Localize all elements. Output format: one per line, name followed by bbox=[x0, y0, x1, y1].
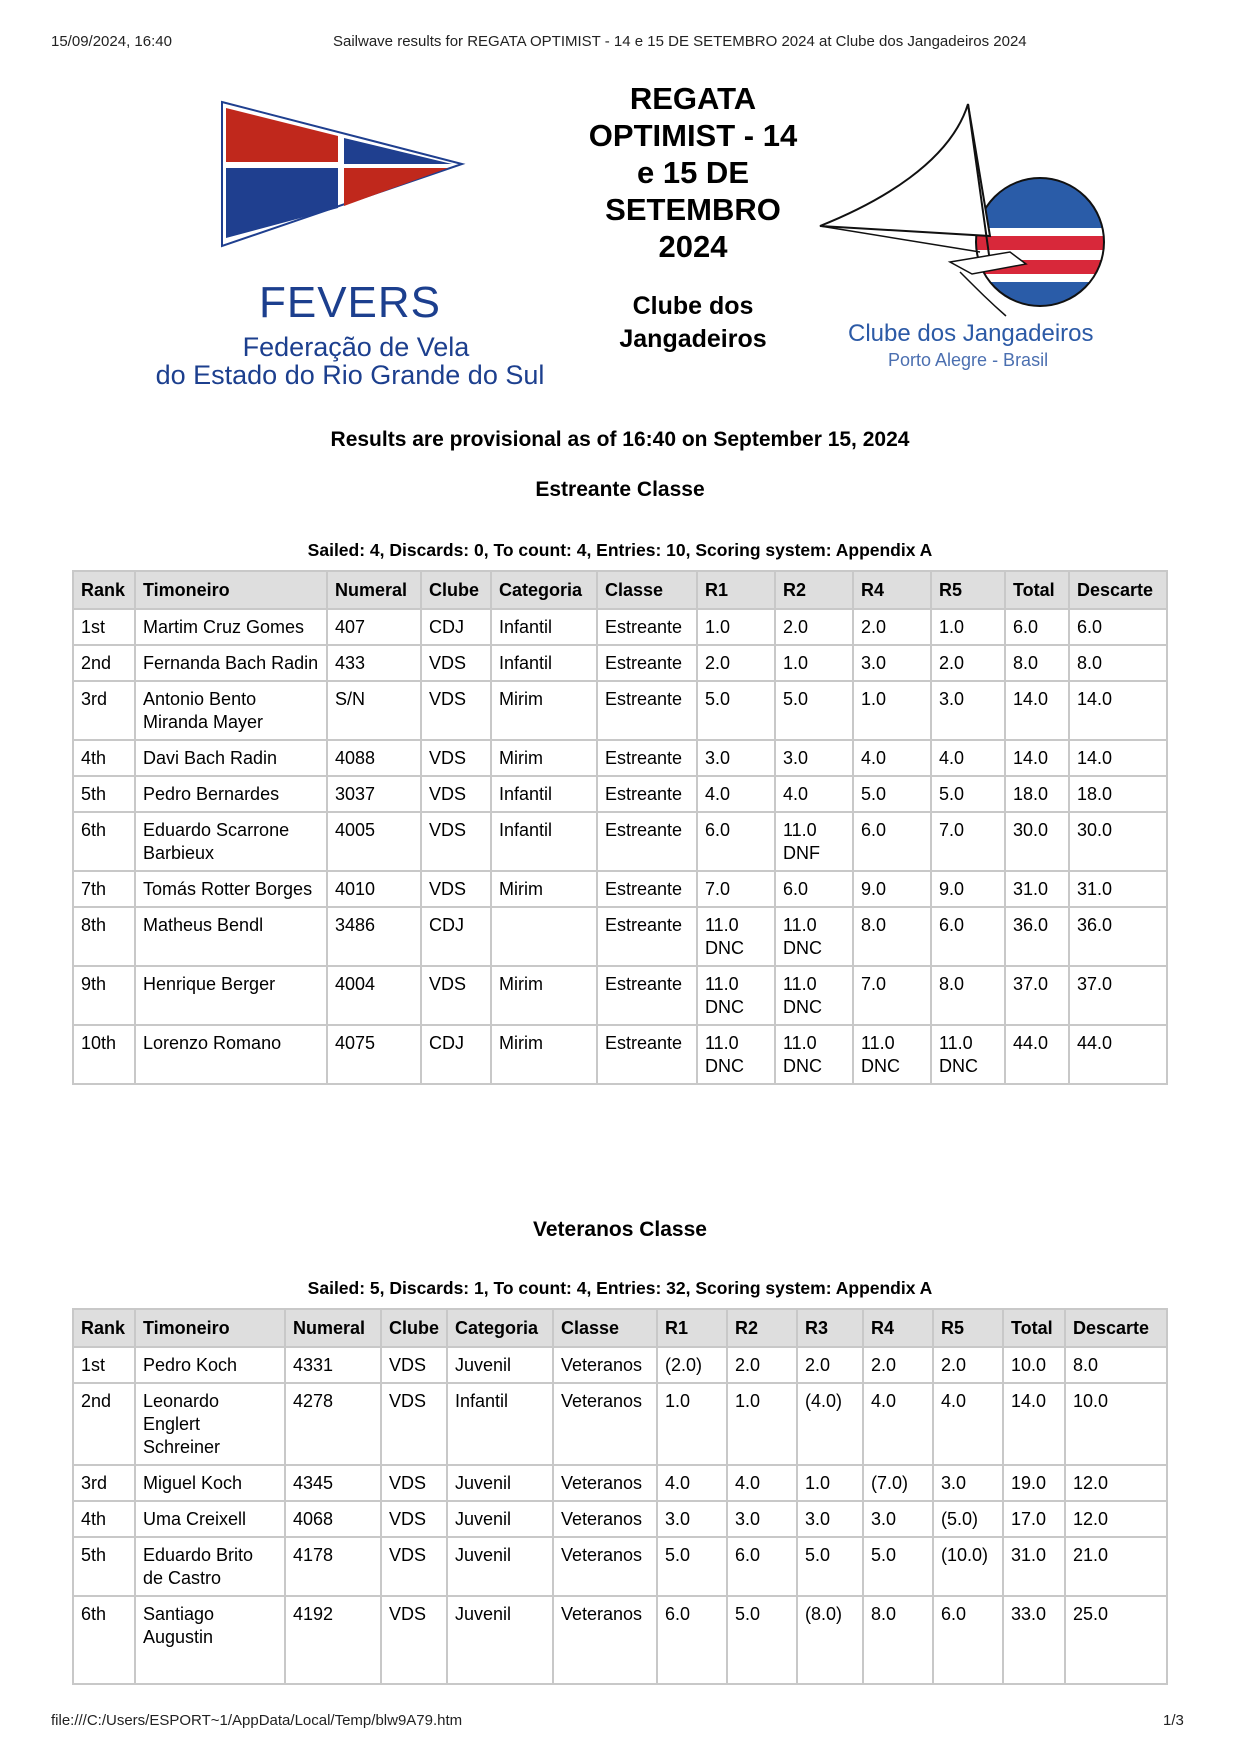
table-cell-descarte: 25.0 bbox=[1065, 1596, 1167, 1684]
table-cell-r4: (7.0) bbox=[863, 1465, 933, 1501]
table-cell-numeral: 4004 bbox=[327, 966, 421, 1025]
table-cell-classe: Estreante bbox=[597, 776, 697, 812]
column-header: R1 bbox=[697, 571, 775, 609]
table-row bbox=[73, 609, 1167, 645]
event-title bbox=[562, 80, 824, 265]
table-cell-total: 31.0 bbox=[1005, 871, 1069, 907]
table-cell-numeral: 4010 bbox=[327, 871, 421, 907]
event-title-line: 2024 bbox=[658, 229, 728, 264]
table-cell-total: 14.0 bbox=[1003, 1383, 1065, 1465]
table-cell-total: 19.0 bbox=[1003, 1465, 1065, 1501]
table-cell-r2: 1.0 bbox=[727, 1383, 797, 1465]
table-cell-categoria bbox=[491, 907, 597, 966]
table-cell-descarte: 8.0 bbox=[1069, 645, 1167, 681]
table-cell-numeral: 433 bbox=[327, 645, 421, 681]
table-cell-numeral: 3486 bbox=[327, 907, 421, 966]
table-cell-r2: 2.0 bbox=[727, 1347, 797, 1383]
table-cell-r4: 5.0 bbox=[853, 776, 931, 812]
table-row bbox=[73, 776, 1167, 812]
table-cell-clube: VDS bbox=[421, 812, 491, 871]
table-cell-r1: 11.0 DNC bbox=[697, 966, 775, 1025]
fevers-logo bbox=[130, 100, 570, 390]
table-cell-total: 36.0 bbox=[1005, 907, 1069, 966]
table-cell-r4: 1.0 bbox=[853, 681, 931, 740]
print-page-number: 1/3 bbox=[1163, 1712, 1184, 1729]
table-cell-rank: 9th bbox=[73, 966, 135, 1025]
class-title-estreante: Estreante Classe bbox=[535, 478, 705, 501]
class-summary-veteranos: Sailed: 5, Discards: 1, To count: 4, Entries: 32, Scoring system: Appendix A bbox=[307, 1278, 933, 1298]
table-cell-clube: CDJ bbox=[421, 907, 491, 966]
table-row bbox=[73, 1465, 1167, 1501]
column-header: Timoneiro bbox=[135, 571, 327, 609]
table-cell-classe: Estreante bbox=[597, 812, 697, 871]
table-cell-r4: 8.0 bbox=[853, 907, 931, 966]
table-cell-numeral: 4088 bbox=[327, 740, 421, 776]
column-header: R5 bbox=[933, 1309, 1003, 1347]
print-file-url: file:///C:/Users/ESPORT~1/AppData/Local/Temp/blw9A79.htm bbox=[51, 1712, 463, 1729]
table-cell-classe: Estreante bbox=[597, 609, 697, 645]
column-header: Numeral bbox=[327, 571, 421, 609]
table-cell-descarte: 14.0 bbox=[1069, 740, 1167, 776]
column-header: R4 bbox=[853, 571, 931, 609]
column-header: R2 bbox=[727, 1309, 797, 1347]
table-cell-total: 18.0 bbox=[1005, 776, 1069, 812]
results-table-estreante bbox=[72, 570, 1168, 1085]
table-cell-categoria: Mirim bbox=[491, 681, 597, 740]
table-cell-r2: 1.0 bbox=[775, 645, 853, 681]
table-cell-categoria: Infantil bbox=[491, 645, 597, 681]
table-cell-clube: VDS bbox=[381, 1537, 447, 1596]
table-cell-r1: 5.0 bbox=[697, 681, 775, 740]
table-cell-r4: 3.0 bbox=[853, 645, 931, 681]
table-cell-classe: Veteranos bbox=[553, 1347, 657, 1383]
table-cell-classe: Estreante bbox=[597, 740, 697, 776]
table-cell-r1: 6.0 bbox=[697, 812, 775, 871]
table-cell-descarte: 36.0 bbox=[1069, 907, 1167, 966]
table-cell-rank: 6th bbox=[73, 1596, 135, 1684]
table-cell-rank: 1st bbox=[73, 1347, 135, 1383]
table-cell-rank: 2nd bbox=[73, 645, 135, 681]
fevers-line-1: Federação de Vela bbox=[242, 332, 470, 362]
table-cell-classe: Veteranos bbox=[553, 1537, 657, 1596]
table-cell-categoria: Juvenil bbox=[447, 1501, 553, 1537]
table-cell-descarte: 44.0 bbox=[1069, 1025, 1167, 1084]
table-cell-descarte: 14.0 bbox=[1069, 681, 1167, 740]
table-cell-clube: VDS bbox=[421, 681, 491, 740]
table-cell-clube: CDJ bbox=[421, 1025, 491, 1084]
table-cell-rank: 8th bbox=[73, 907, 135, 966]
table-header-row bbox=[73, 1309, 1167, 1347]
table-cell-classe: Estreante bbox=[597, 681, 697, 740]
table-cell-r5: 7.0 bbox=[931, 812, 1005, 871]
table-cell-rank: 3rd bbox=[73, 681, 135, 740]
table-cell-r4: 11.0 DNC bbox=[853, 1025, 931, 1084]
table-cell-categoria: Infantil bbox=[491, 776, 597, 812]
table-cell-r1: 1.0 bbox=[657, 1383, 727, 1465]
table-cell-timoneiro: Eduardo Scarrone Barbieux bbox=[135, 812, 327, 871]
table-cell-total: 31.0 bbox=[1003, 1537, 1065, 1596]
table-cell-r5: 2.0 bbox=[931, 645, 1005, 681]
table-cell-r5: 1.0 bbox=[931, 609, 1005, 645]
table-cell-r3: (4.0) bbox=[797, 1383, 863, 1465]
table-cell-timoneiro: Leonardo Englert Schreiner bbox=[135, 1383, 285, 1465]
table-cell-rank: 3rd bbox=[73, 1465, 135, 1501]
table-cell-r5: 5.0 bbox=[931, 776, 1005, 812]
table-cell-rank: 6th bbox=[73, 812, 135, 871]
table-cell-r1: 3.0 bbox=[697, 740, 775, 776]
table-cell-r3: 3.0 bbox=[797, 1501, 863, 1537]
table-cell-categoria: Mirim bbox=[491, 966, 597, 1025]
table-cell-r2: 6.0 bbox=[775, 871, 853, 907]
table-cell-categoria: Juvenil bbox=[447, 1465, 553, 1501]
table-cell-timoneiro: Santiago Augustin bbox=[135, 1596, 285, 1684]
table-cell-r3: (8.0) bbox=[797, 1596, 863, 1684]
table-cell-descarte: 21.0 bbox=[1065, 1537, 1167, 1596]
table-cell-r2: 11.0 DNC bbox=[775, 1025, 853, 1084]
table-cell-total: 6.0 bbox=[1005, 609, 1069, 645]
table-cell-clube: VDS bbox=[421, 740, 491, 776]
column-header: Categoria bbox=[447, 1309, 553, 1347]
table-cell-classe: Estreante bbox=[597, 1025, 697, 1084]
table-cell-numeral: 4075 bbox=[327, 1025, 421, 1084]
table-cell-r5: 4.0 bbox=[933, 1383, 1003, 1465]
table-row bbox=[73, 1025, 1167, 1084]
table-cell-categoria: Mirim bbox=[491, 871, 597, 907]
table-cell-timoneiro: Henrique Berger bbox=[135, 966, 327, 1025]
column-header: Classe bbox=[597, 571, 697, 609]
table-cell-clube: VDS bbox=[421, 966, 491, 1025]
table-cell-r2: 11.0 DNF bbox=[775, 812, 853, 871]
table-cell-numeral: S/N bbox=[327, 681, 421, 740]
table-cell-timoneiro: Lorenzo Romano bbox=[135, 1025, 327, 1084]
table-cell-classe: Veteranos bbox=[553, 1465, 657, 1501]
table-cell-r4: 8.0 bbox=[863, 1596, 933, 1684]
table-row bbox=[73, 681, 1167, 740]
table-cell-descarte: 37.0 bbox=[1069, 966, 1167, 1025]
fevers-line-2: do Estado do Rio Grande do Sul bbox=[155, 360, 545, 390]
table-cell-r1: 1.0 bbox=[697, 609, 775, 645]
table-cell-total: 14.0 bbox=[1005, 681, 1069, 740]
event-title-line: SETEMBRO bbox=[605, 192, 781, 227]
table-row bbox=[73, 907, 1167, 966]
table-cell-r1: 6.0 bbox=[657, 1596, 727, 1684]
table-row bbox=[73, 812, 1167, 871]
table-cell-r2: 5.0 bbox=[727, 1596, 797, 1684]
table-cell-total: 30.0 bbox=[1005, 812, 1069, 871]
table-cell-r5: 3.0 bbox=[933, 1465, 1003, 1501]
column-header: Total bbox=[1005, 571, 1069, 609]
table-cell-total: 37.0 bbox=[1005, 966, 1069, 1025]
table-cell-clube: VDS bbox=[381, 1347, 447, 1383]
table-cell-descarte: 12.0 bbox=[1065, 1465, 1167, 1501]
table-cell-categoria: Mirim bbox=[491, 1025, 597, 1084]
table-cell-categoria: Mirim bbox=[491, 740, 597, 776]
clube-dos-jangadeiros-logo bbox=[800, 102, 1130, 382]
table-cell-rank: 5th bbox=[73, 776, 135, 812]
table-cell-r4: 9.0 bbox=[853, 871, 931, 907]
venue-line: Jangadeiros bbox=[619, 325, 767, 353]
table-cell-numeral: 4068 bbox=[285, 1501, 381, 1537]
event-venue bbox=[562, 290, 824, 356]
column-header: R4 bbox=[863, 1309, 933, 1347]
venue-line: Clube dos bbox=[632, 292, 754, 320]
table-header-row bbox=[73, 571, 1167, 609]
table-cell-r1: 7.0 bbox=[697, 871, 775, 907]
table-cell-r1: 2.0 bbox=[697, 645, 775, 681]
table-cell-rank: 1st bbox=[73, 609, 135, 645]
pennant-flag-icon bbox=[220, 100, 466, 250]
column-header: Rank bbox=[73, 571, 135, 609]
table-cell-total: 10.0 bbox=[1003, 1347, 1065, 1383]
table-cell-r3: 1.0 bbox=[797, 1465, 863, 1501]
club-city: Porto Alegre - Brasil bbox=[888, 350, 1049, 370]
table-cell-total: 44.0 bbox=[1005, 1025, 1069, 1084]
table-cell-r5: 9.0 bbox=[931, 871, 1005, 907]
table-row bbox=[73, 1501, 1167, 1537]
column-header: R2 bbox=[775, 571, 853, 609]
table-cell-rank: 4th bbox=[73, 740, 135, 776]
table-cell-categoria: Infantil bbox=[491, 812, 597, 871]
table-cell-timoneiro: Fernanda Bach Radin bbox=[135, 645, 327, 681]
event-banner bbox=[0, 80, 1240, 390]
table-cell-descarte: 8.0 bbox=[1065, 1347, 1167, 1383]
table-cell-timoneiro: Eduardo Brito de Castro bbox=[135, 1537, 285, 1596]
table-cell-r3: 2.0 bbox=[797, 1347, 863, 1383]
table-cell-r1: 5.0 bbox=[657, 1537, 727, 1596]
column-header: Descarte bbox=[1065, 1309, 1167, 1347]
table-cell-classe: Veteranos bbox=[553, 1596, 657, 1684]
table-cell-r4: 6.0 bbox=[853, 812, 931, 871]
table-cell-r5: 6.0 bbox=[933, 1596, 1003, 1684]
table-cell-total: 33.0 bbox=[1003, 1596, 1065, 1684]
table-cell-numeral: 4331 bbox=[285, 1347, 381, 1383]
table-cell-numeral: 3037 bbox=[327, 776, 421, 812]
table-cell-classe: Estreante bbox=[597, 871, 697, 907]
table-cell-r5: 6.0 bbox=[931, 907, 1005, 966]
event-title-line: OPTIMIST - 14 bbox=[588, 118, 798, 153]
table-row bbox=[73, 1537, 1167, 1596]
column-header: Clube bbox=[381, 1309, 447, 1347]
table-cell-numeral: 4178 bbox=[285, 1537, 381, 1596]
table-cell-clube: VDS bbox=[421, 776, 491, 812]
table-cell-r2: 5.0 bbox=[775, 681, 853, 740]
table-cell-r5: (10.0) bbox=[933, 1537, 1003, 1596]
table-cell-numeral: 4345 bbox=[285, 1465, 381, 1501]
column-header: Clube bbox=[421, 571, 491, 609]
column-header: Categoria bbox=[491, 571, 597, 609]
results-table-veteranos bbox=[72, 1308, 1168, 1685]
provisional-notice: Results are provisional as of 16:40 on September 15, 2024 bbox=[330, 428, 910, 451]
table-cell-classe: Veteranos bbox=[553, 1383, 657, 1465]
table-cell-r2: 4.0 bbox=[775, 776, 853, 812]
table-row bbox=[73, 1596, 1167, 1684]
table-cell-numeral: 407 bbox=[327, 609, 421, 645]
column-header: Numeral bbox=[285, 1309, 381, 1347]
table-cell-descarte: 6.0 bbox=[1069, 609, 1167, 645]
table-cell-clube: VDS bbox=[381, 1383, 447, 1465]
table-row bbox=[73, 871, 1167, 907]
table-cell-r1: 11.0 DNC bbox=[697, 1025, 775, 1084]
table-cell-r1: 4.0 bbox=[697, 776, 775, 812]
table-cell-r1: 4.0 bbox=[657, 1465, 727, 1501]
table-cell-r4: 4.0 bbox=[853, 740, 931, 776]
table-cell-descarte: 30.0 bbox=[1069, 812, 1167, 871]
table-cell-r5: 11.0 DNC bbox=[931, 1025, 1005, 1084]
column-header: Rank bbox=[73, 1309, 135, 1347]
table-cell-timoneiro: Uma Creixell bbox=[135, 1501, 285, 1537]
table-cell-rank: 5th bbox=[73, 1537, 135, 1596]
table-cell-categoria: Infantil bbox=[447, 1383, 553, 1465]
table-cell-classe: Estreante bbox=[597, 966, 697, 1025]
event-title-line: REGATA bbox=[629, 81, 757, 116]
table-cell-timoneiro: Miguel Koch bbox=[135, 1465, 285, 1501]
table-row bbox=[73, 1347, 1167, 1383]
table-cell-descarte: 18.0 bbox=[1069, 776, 1167, 812]
table-cell-categoria: Juvenil bbox=[447, 1347, 553, 1383]
table-cell-timoneiro: Pedro Koch bbox=[135, 1347, 285, 1383]
table-cell-r4: 3.0 bbox=[863, 1501, 933, 1537]
table-cell-timoneiro: Antonio Bento Miranda Mayer bbox=[135, 681, 327, 740]
table-cell-clube: VDS bbox=[421, 645, 491, 681]
table-cell-clube: VDS bbox=[381, 1596, 447, 1684]
table-cell-r2: 4.0 bbox=[727, 1465, 797, 1501]
table-cell-r2: 6.0 bbox=[727, 1537, 797, 1596]
table-row bbox=[73, 740, 1167, 776]
table-cell-r2: 11.0 DNC bbox=[775, 966, 853, 1025]
event-title-line: e 15 DE bbox=[636, 155, 749, 190]
print-page-title: Sailwave results for REGATA OPTIMIST - 14 e 15 DE SETEMBRO 2024 at Clube dos Jangadeiros 2024 bbox=[333, 33, 1027, 50]
table-cell-categoria: Juvenil bbox=[447, 1537, 553, 1596]
column-header: Timoneiro bbox=[135, 1309, 285, 1347]
table-cell-timoneiro: Matheus Bendl bbox=[135, 907, 327, 966]
column-header: R5 bbox=[931, 571, 1005, 609]
table-cell-r5: 2.0 bbox=[933, 1347, 1003, 1383]
table-cell-timoneiro: Pedro Bernardes bbox=[135, 776, 327, 812]
table-row bbox=[73, 966, 1167, 1025]
club-name: Clube dos Jangadeiros bbox=[848, 320, 1094, 347]
column-header: Descarte bbox=[1069, 571, 1167, 609]
table-cell-r4: 2.0 bbox=[863, 1347, 933, 1383]
table-cell-r2: 3.0 bbox=[775, 740, 853, 776]
column-header: R1 bbox=[657, 1309, 727, 1347]
column-header: Total bbox=[1003, 1309, 1065, 1347]
table-cell-clube: VDS bbox=[381, 1465, 447, 1501]
table-cell-timoneiro: Martim Cruz Gomes bbox=[135, 609, 327, 645]
table-cell-r4: 7.0 bbox=[853, 966, 931, 1025]
table-cell-clube: VDS bbox=[381, 1501, 447, 1537]
class-title-veteranos: Veteranos Classe bbox=[533, 1218, 707, 1241]
table-cell-r5: 3.0 bbox=[931, 681, 1005, 740]
table-cell-timoneiro: Davi Bach Radin bbox=[135, 740, 327, 776]
table-cell-numeral: 4192 bbox=[285, 1596, 381, 1684]
table-cell-r4: 2.0 bbox=[853, 609, 931, 645]
table-cell-r1: (2.0) bbox=[657, 1347, 727, 1383]
table-cell-r5: 4.0 bbox=[931, 740, 1005, 776]
table-cell-categoria: Infantil bbox=[491, 609, 597, 645]
table-cell-rank: 2nd bbox=[73, 1383, 135, 1465]
table-cell-r2: 2.0 bbox=[775, 609, 853, 645]
column-header: Classe bbox=[553, 1309, 657, 1347]
table-cell-r5: 8.0 bbox=[931, 966, 1005, 1025]
table-cell-descarte: 12.0 bbox=[1065, 1501, 1167, 1537]
table-cell-classe: Estreante bbox=[597, 907, 697, 966]
table-cell-r2: 11.0 DNC bbox=[775, 907, 853, 966]
sailboat-emblem-icon bbox=[800, 102, 1130, 322]
print-date: 15/09/2024, 16:40 bbox=[51, 33, 172, 50]
table-cell-r4: 5.0 bbox=[863, 1537, 933, 1596]
print-header bbox=[0, 30, 1240, 54]
column-header: R3 bbox=[797, 1309, 863, 1347]
table-cell-r4: 4.0 bbox=[863, 1383, 933, 1465]
table-cell-descarte: 31.0 bbox=[1069, 871, 1167, 907]
table-cell-clube: CDJ bbox=[421, 609, 491, 645]
table-cell-clube: VDS bbox=[421, 871, 491, 907]
class-summary-estreante: Sailed: 4, Discards: 0, To count: 4, Entries: 10, Scoring system: Appendix A bbox=[307, 540, 933, 560]
table-cell-rank: 4th bbox=[73, 1501, 135, 1537]
table-cell-numeral: 4005 bbox=[327, 812, 421, 871]
table-cell-descarte: 10.0 bbox=[1065, 1383, 1167, 1465]
table-cell-total: 8.0 bbox=[1005, 645, 1069, 681]
table-cell-rank: 7th bbox=[73, 871, 135, 907]
table-row bbox=[73, 1383, 1167, 1465]
table-cell-classe: Veteranos bbox=[553, 1501, 657, 1537]
table-cell-categoria: Juvenil bbox=[447, 1596, 553, 1684]
table-cell-rank: 10th bbox=[73, 1025, 135, 1084]
table-cell-timoneiro: Tomás Rotter Borges bbox=[135, 871, 327, 907]
table-row bbox=[73, 645, 1167, 681]
table-cell-numeral: 4278 bbox=[285, 1383, 381, 1465]
table-cell-r1: 3.0 bbox=[657, 1501, 727, 1537]
table-cell-r5: (5.0) bbox=[933, 1501, 1003, 1537]
table-cell-classe: Estreante bbox=[597, 645, 697, 681]
table-cell-total: 17.0 bbox=[1003, 1501, 1065, 1537]
table-cell-r1: 11.0 DNC bbox=[697, 907, 775, 966]
fevers-acronym: FEVERS bbox=[258, 278, 442, 327]
table-cell-r3: 5.0 bbox=[797, 1537, 863, 1596]
table-cell-r2: 3.0 bbox=[727, 1501, 797, 1537]
table-cell-total: 14.0 bbox=[1005, 740, 1069, 776]
